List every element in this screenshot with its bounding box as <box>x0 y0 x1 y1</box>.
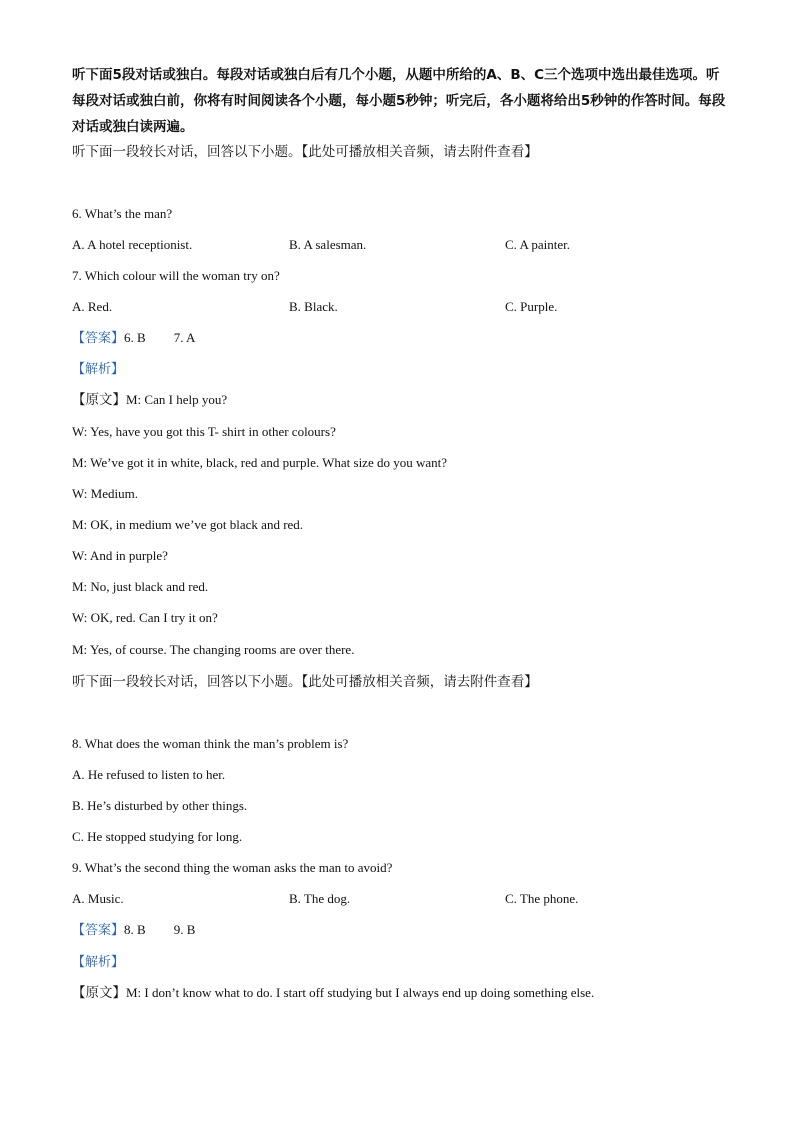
answer-line-2 <box>72 922 195 939</box>
q8-option-b: B. He’s disturbed by other things. <box>72 798 248 813</box>
q9-option-c: C. The phone. <box>505 891 579 906</box>
answer-8: 8. B <box>124 922 146 937</box>
transcript-line-5: M: OK, in medium we’ve got black and red. <box>72 517 304 532</box>
transcript-line-1 <box>72 392 227 408</box>
q6-option-a: A. A hotel receptionist. <box>72 237 193 252</box>
transcript-line-9: M: Yes, of course. The changing rooms are over there. <box>72 642 355 657</box>
instruction-2: 听下面一段较长对话，回答以下小题。【此处可播放相关音频，请去附件查看】 <box>72 674 538 690</box>
answer-tag: 【答案】 <box>72 923 125 938</box>
q6-option-c: C. A painter. <box>505 237 570 252</box>
q9-option-a: A. Music. <box>72 891 124 906</box>
q7-option-a: A. Red. <box>72 299 113 314</box>
q8-option-c: C. He stopped studying for long. <box>72 829 243 844</box>
transcript-line-2-1 <box>72 985 594 1001</box>
transcript-line-2: W: Yes, have you got this T- shirt in other colours? <box>72 424 336 439</box>
answer-6: 6. B <box>124 330 146 345</box>
answer-7: 7. A <box>173 330 196 345</box>
section-intro: 听下面5段对话或独白。每段对话或独白后有几个小题，从题中所给的A、B、C三个选项中选出最佳选项。听每段对话或独白前，你将有时间阅读各个小题，每小题5秒钟；听完后，各小题将给出5秒钟的作答时间。每段对话或独白读两遍。 <box>72 67 726 135</box>
question-9: 9. What’s the second thing the woman asks the man to avoid? <box>72 860 393 875</box>
transcript-text: M: I don’t know what to do. I start off studying but I always end up doing something else. <box>126 985 595 1000</box>
q6-option-b: B. A salesman. <box>289 237 367 252</box>
transcript-line-6: W: And in purple? <box>72 548 168 563</box>
transcript-line-4: W: Medium. <box>72 486 138 501</box>
analysis-tag: 【解析】 <box>72 955 125 970</box>
answer-line-1 <box>72 330 195 347</box>
q9-option-b: B. The dog. <box>289 891 351 906</box>
transcript-line-7: M: No, just black and red. <box>72 579 209 594</box>
q7-option-b: B. Black. <box>289 299 338 314</box>
q7-option-c: C. Purple. <box>505 299 558 314</box>
question-8: 8. What does the woman think the man’s problem is? <box>72 736 349 751</box>
answer-9: 9. B <box>173 922 196 937</box>
q8-option-a: A. He refused to listen to her. <box>72 767 226 782</box>
analysis-tag: 【解析】 <box>72 362 125 377</box>
instruction-1: 听下面一段较长对话，回答以下小题。【此处可播放相关音频，请去附件查看】 <box>72 144 538 160</box>
transcript-line-3: M: We’ve got it in white, black, red and purple. What size do you want? <box>72 455 448 470</box>
transcript-text: M: Can I help you? <box>126 392 228 407</box>
analysis-line-1 <box>72 361 124 378</box>
answer-tag: 【答案】 <box>72 331 125 346</box>
transcript-line-8: W: OK, red. Can I try it on? <box>72 610 218 625</box>
question-7: 7. Which colour will the woman try on? <box>72 268 280 283</box>
original-tag: 【原文】 <box>72 985 126 1001</box>
question-6: 6. What’s the man? <box>72 206 173 221</box>
original-tag: 【原文】 <box>72 392 126 408</box>
analysis-line-2 <box>72 954 124 971</box>
